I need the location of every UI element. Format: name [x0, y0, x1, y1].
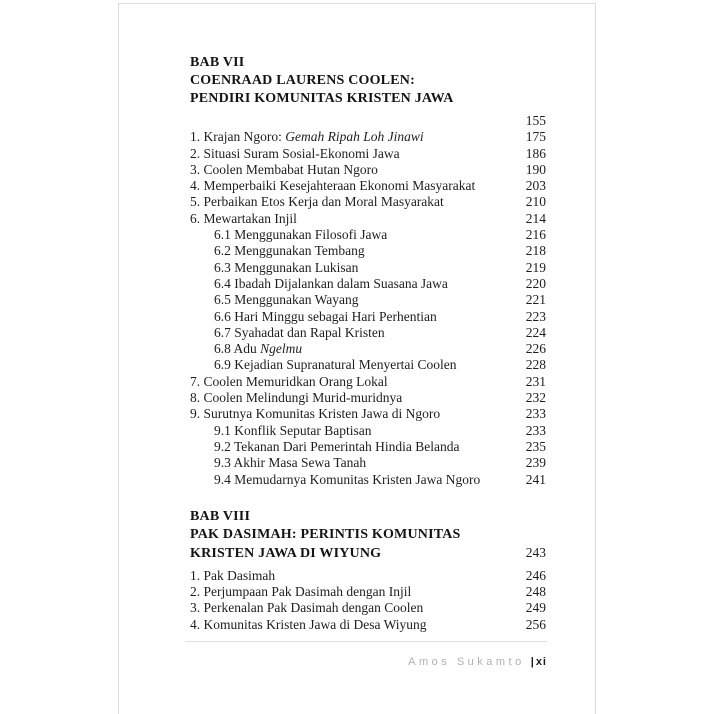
toc-entry-page: 210: [525, 194, 546, 210]
toc-entry-page: 248: [525, 584, 546, 600]
toc-entry-text: 6.1 Menggunakan Filosofi Jawa: [214, 227, 388, 243]
toc-entry-text: 4. Komunitas Kristen Jawa di Desa Wiyung: [190, 616, 427, 632]
chapter-page-number: 243: [525, 544, 546, 560]
toc-entry-label: [190, 292, 359, 308]
toc-entry-label: [190, 146, 400, 162]
toc-entry-text: 2. Situasi Suram Sosial-Ekonomi Jawa: [190, 145, 400, 161]
toc-entry-label: [190, 129, 424, 145]
toc-entry-row: [190, 292, 546, 308]
toc-entry-page: 214: [525, 210, 546, 226]
chapter-title-text: KRISTEN JAWA DI WIYUNG: [190, 545, 382, 561]
toc-entry-page: 220: [525, 275, 546, 291]
toc-entry-row: [190, 406, 546, 422]
toc-entry-page: 232: [525, 390, 546, 406]
toc-entry-text: 6.2 Menggunakan Tembang: [214, 243, 365, 259]
toc-entry-page: 190: [525, 161, 546, 177]
toc-entry-row: [190, 178, 546, 194]
toc-entry-text: 7. Coolen Memuridkan Orang Lokal: [190, 373, 388, 389]
toc-entry-text: 6.5 Menggunakan Wayang: [214, 292, 359, 308]
toc-entry-page: 175: [525, 129, 546, 145]
toc-entries: [190, 568, 546, 633]
toc-entry-row: [190, 194, 546, 210]
footer-page-number: xi: [535, 656, 547, 668]
toc-entry-label: [190, 243, 365, 259]
toc-entry-label: [190, 211, 297, 227]
toc-entry-text: 6.9 Kejadian Supranatural Menyertai Coolen: [214, 357, 457, 373]
toc-entry-page: 223: [525, 308, 546, 324]
footer-author: Amos Sukamto: [408, 656, 525, 668]
toc-entry-text: 2. Perjumpaan Pak Dasimah dengan Injil: [190, 584, 412, 600]
toc-entry-label: [190, 325, 385, 341]
toc-entry-row: [190, 568, 546, 584]
toc-entry-text: 6.8 Adu: [214, 341, 261, 357]
toc-entry-text: Gemah Ripah Loh Jinawi: [285, 129, 424, 145]
toc-entry-row: [190, 309, 546, 325]
chapter-label: BAB VIII: [190, 508, 251, 524]
toc-entry-page: 219: [525, 259, 546, 275]
toc-entry-page: 216: [525, 227, 546, 243]
toc-entry-text: 9.1 Konflik Seputar Baptisan: [214, 422, 372, 438]
toc-entry-text: 6.6 Hari Minggu sebagai Hari Perhentian: [214, 308, 437, 324]
toc-entry-page: 233: [525, 406, 546, 422]
toc-entry-row: [190, 423, 546, 439]
toc-entry-row: [190, 146, 546, 162]
toc-entry-label: [190, 374, 388, 390]
footer-separator: |: [530, 656, 534, 668]
toc-entry-page: 226: [525, 341, 546, 357]
toc-entry-label: [190, 178, 475, 194]
toc-entry-label: [190, 406, 440, 422]
toc-entry-text: 3. Perkenalan Pak Dasimah dengan Coolen: [190, 600, 424, 616]
chapter-page-number: 155: [525, 113, 546, 128]
toc-entry-text: 6.7 Syahadat dan Rapal Kristen: [214, 324, 385, 340]
toc-entry-page: 233: [525, 422, 546, 438]
chapter-title-line: COENRAAD LAURENS COOLEN:: [190, 73, 415, 88]
toc-entry-text: 3. Coolen Membabat Hutan Ngoro: [190, 161, 378, 177]
toc-entry-row: [190, 357, 546, 373]
toc-entry-row: [190, 374, 546, 390]
toc-entry-row: [190, 584, 546, 600]
toc-entry-text: 1. Pak Dasimah: [190, 567, 276, 583]
table-of-contents: [190, 54, 546, 633]
toc-entry-label: [190, 423, 371, 439]
toc-section: [190, 508, 546, 633]
toc-entry-page: 186: [525, 145, 546, 161]
toc-entry-text: 9.4 Memudarnya Komunitas Kristen Jawa Ngoro: [214, 471, 481, 487]
toc-entry-text: 5. Perbaikan Etos Kerja dan Moral Masyarakat: [190, 194, 444, 210]
toc-entry-label: [190, 194, 444, 210]
footer-divider: [185, 641, 547, 642]
toc-entry-label: [190, 568, 275, 584]
toc-entry-row: [190, 276, 546, 292]
toc-entry-label: [190, 584, 411, 600]
toc-entry-label: [190, 617, 427, 633]
toc-entry-page: 228: [525, 357, 546, 373]
toc-entry-text: 6.3 Menggunakan Lukisan: [214, 259, 359, 275]
toc-entry-row: [190, 600, 546, 616]
toc-entry-row: [190, 455, 546, 471]
toc-entry-label: [190, 162, 378, 178]
toc-entry-label: [190, 276, 448, 292]
toc-entry-row: [190, 260, 546, 276]
toc-section: [190, 54, 546, 488]
chapter-title-line: [190, 544, 546, 563]
toc-entry-page: 231: [525, 373, 546, 389]
toc-entry-label: [190, 227, 387, 243]
toc-entry-text: 4. Memperbaiki Kesejahteraan Ekonomi Masyarakat: [190, 178, 476, 194]
toc-entry-row: [190, 439, 546, 455]
toc-entry-page: 239: [525, 455, 546, 471]
toc-entry-page: 256: [525, 616, 546, 632]
chapter-page-row: [190, 113, 546, 129]
toc-entry-label: [190, 472, 480, 488]
toc-entry-text: 8. Coolen Melindungi Murid-muridnya: [190, 390, 403, 406]
toc-entry-page: 224: [525, 324, 546, 340]
book-page: [118, 3, 596, 714]
toc-entry-row: [190, 227, 546, 243]
toc-entry-label: [190, 309, 437, 325]
toc-entry-row: [190, 390, 546, 406]
toc-entry-page: 218: [525, 243, 546, 259]
toc-entry-row: [190, 341, 546, 357]
toc-entry-row: [190, 211, 546, 227]
toc-entry-page: 246: [525, 567, 546, 583]
toc-entry-text: 9.3 Akhir Masa Sewa Tanah: [214, 455, 367, 471]
toc-entry-label: [190, 357, 457, 373]
toc-entry-row: [190, 243, 546, 259]
toc-entry-page: 249: [525, 600, 546, 616]
toc-entry-row: [190, 617, 546, 633]
toc-entry-page: 241: [525, 471, 546, 487]
toc-entry-label: [190, 341, 302, 357]
chapter-label: BAB VII: [190, 55, 245, 70]
toc-entry-label: [190, 439, 459, 455]
toc-entry-page: 203: [525, 178, 546, 194]
toc-entry-label: [190, 390, 402, 406]
toc-entry-label: [190, 260, 358, 276]
toc-entry-page: 235: [525, 438, 546, 454]
toc-entries: [190, 113, 546, 488]
toc-entry-text: 9.2 Tekanan Dari Pemerintah Hindia Belanda: [214, 438, 460, 454]
toc-entry-row: [190, 472, 546, 488]
toc-entry-label: [190, 455, 366, 471]
toc-entry-text: 1. Krajan Ngoro:: [190, 129, 286, 145]
toc-entry-row: [190, 162, 546, 178]
toc-entry-text: 6. Mewartakan Injil: [190, 210, 297, 226]
toc-entry-page: 221: [525, 292, 546, 308]
chapter-title-line: PAK DASIMAH: PERINTIS KOMUNITAS: [190, 526, 461, 542]
toc-entry-row: [190, 129, 546, 145]
toc-entry-text: 9. Surutnya Komunitas Kristen Jawa di Ngoro: [190, 406, 441, 422]
toc-entry-label: [190, 600, 423, 616]
toc-entry-text: 6.4 Ibadah Dijalankan dalam Suasana Jawa: [214, 275, 448, 291]
toc-entry-text: Ngelmu: [260, 341, 303, 357]
toc-entry-row: [190, 325, 546, 341]
page-footer: [185, 655, 547, 670]
chapter-title-line: PENDIRI KOMUNITAS KRISTEN JAWA: [190, 91, 454, 106]
